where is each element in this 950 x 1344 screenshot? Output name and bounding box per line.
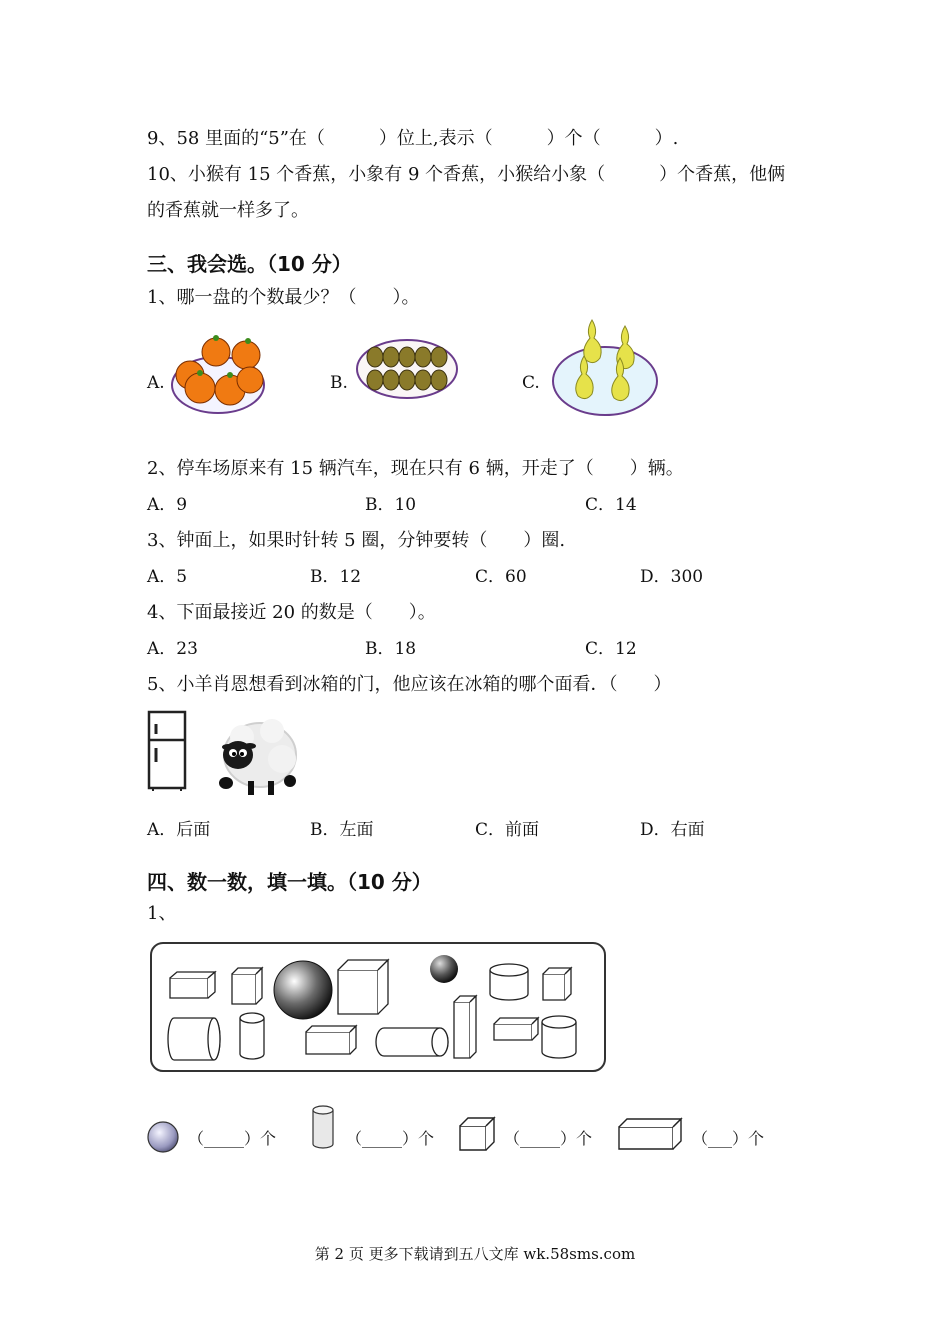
s3-q2-option-b: B．10 [365, 495, 417, 515]
s3-q3-option-d: D．300 [640, 567, 704, 587]
question-10-line-1: 10、小猴有 15 个香蕉，小象有 9 个香蕉，小猴给小象（ ）个香蕉，他俩 [147, 164, 786, 185]
cube-count-blank: （_____）个 [504, 1129, 593, 1148]
pears-plate-icon [550, 318, 660, 418]
s3-q5-option-d: D．右面 [640, 820, 705, 840]
s3-q3-option-b: B．12 [310, 567, 362, 587]
cube-icon [458, 1116, 496, 1152]
s4-question-1: 1、 [147, 903, 177, 924]
question-9: 9、58 里面的“5”在（ ）位上,表示（ ）个（ ）. [147, 128, 679, 149]
section-4-title: 四、数一数，填一填。（10 分） [147, 870, 432, 894]
s3-q3-option-c: C．60 [475, 567, 527, 587]
s3-q5-option-b: B．左面 [310, 820, 374, 840]
s3-question-1: 1、哪一盘的个数最少？（ ）。 [147, 287, 420, 308]
s3-question-5: 5、小羊肖恩想看到冰箱的门，他应该在冰箱的哪个面看．（ ） [147, 674, 672, 695]
s3-q4-option-a: A．23 [147, 639, 198, 659]
cuboid-icon [617, 1117, 683, 1151]
s3-q1-option-c: C. [522, 373, 540, 393]
question-10-line-2: 的香蕉就一样多了。 [147, 200, 309, 221]
s3-question-3: 3、钟面上，如果时针转 5 圈，分钟要转（ ）圈. [147, 530, 566, 551]
s3-question-4: 4、下面最接近 20 的数是（ ）。 [147, 602, 436, 623]
s3-q1-option-b: B. [330, 373, 348, 393]
s3-q1-option-a: A. [147, 373, 165, 393]
s3-q4-option-c: C．12 [585, 639, 637, 659]
oranges-plate-icon [168, 330, 272, 418]
s3-q5-option-c: C．前面 [475, 820, 540, 840]
s3-q4-option-b: B．18 [365, 639, 417, 659]
s3-question-2: 2、停车场原来有 15 辆汽车，现在只有 6 辆，开走了（ ）辆。 [147, 458, 684, 479]
sphere-count-blank: （_____）个 [188, 1129, 277, 1148]
s3-q3-option-a: A．5 [147, 567, 188, 587]
sheep-icon [212, 715, 298, 797]
fridge-icon [147, 710, 189, 792]
cylinder-icon [310, 1104, 336, 1152]
s3-q2-option-c: C．14 [585, 495, 637, 515]
shapes-box [148, 940, 608, 1076]
s3-q5-option-a: A．后面 [147, 820, 211, 840]
section-3-title: 三、我会选。（10 分） [147, 252, 352, 276]
page-footer: 第 2 页 更多下载请到五八文库 wk.58sms.com [314, 1245, 636, 1263]
cylinder-count-blank: （_____）个 [346, 1129, 435, 1148]
kiwis-plate-icon [355, 338, 459, 400]
s3-q2-option-a: A．9 [147, 495, 188, 515]
sphere-icon [146, 1120, 182, 1154]
cuboid-count-blank: （___）个 [692, 1129, 765, 1148]
